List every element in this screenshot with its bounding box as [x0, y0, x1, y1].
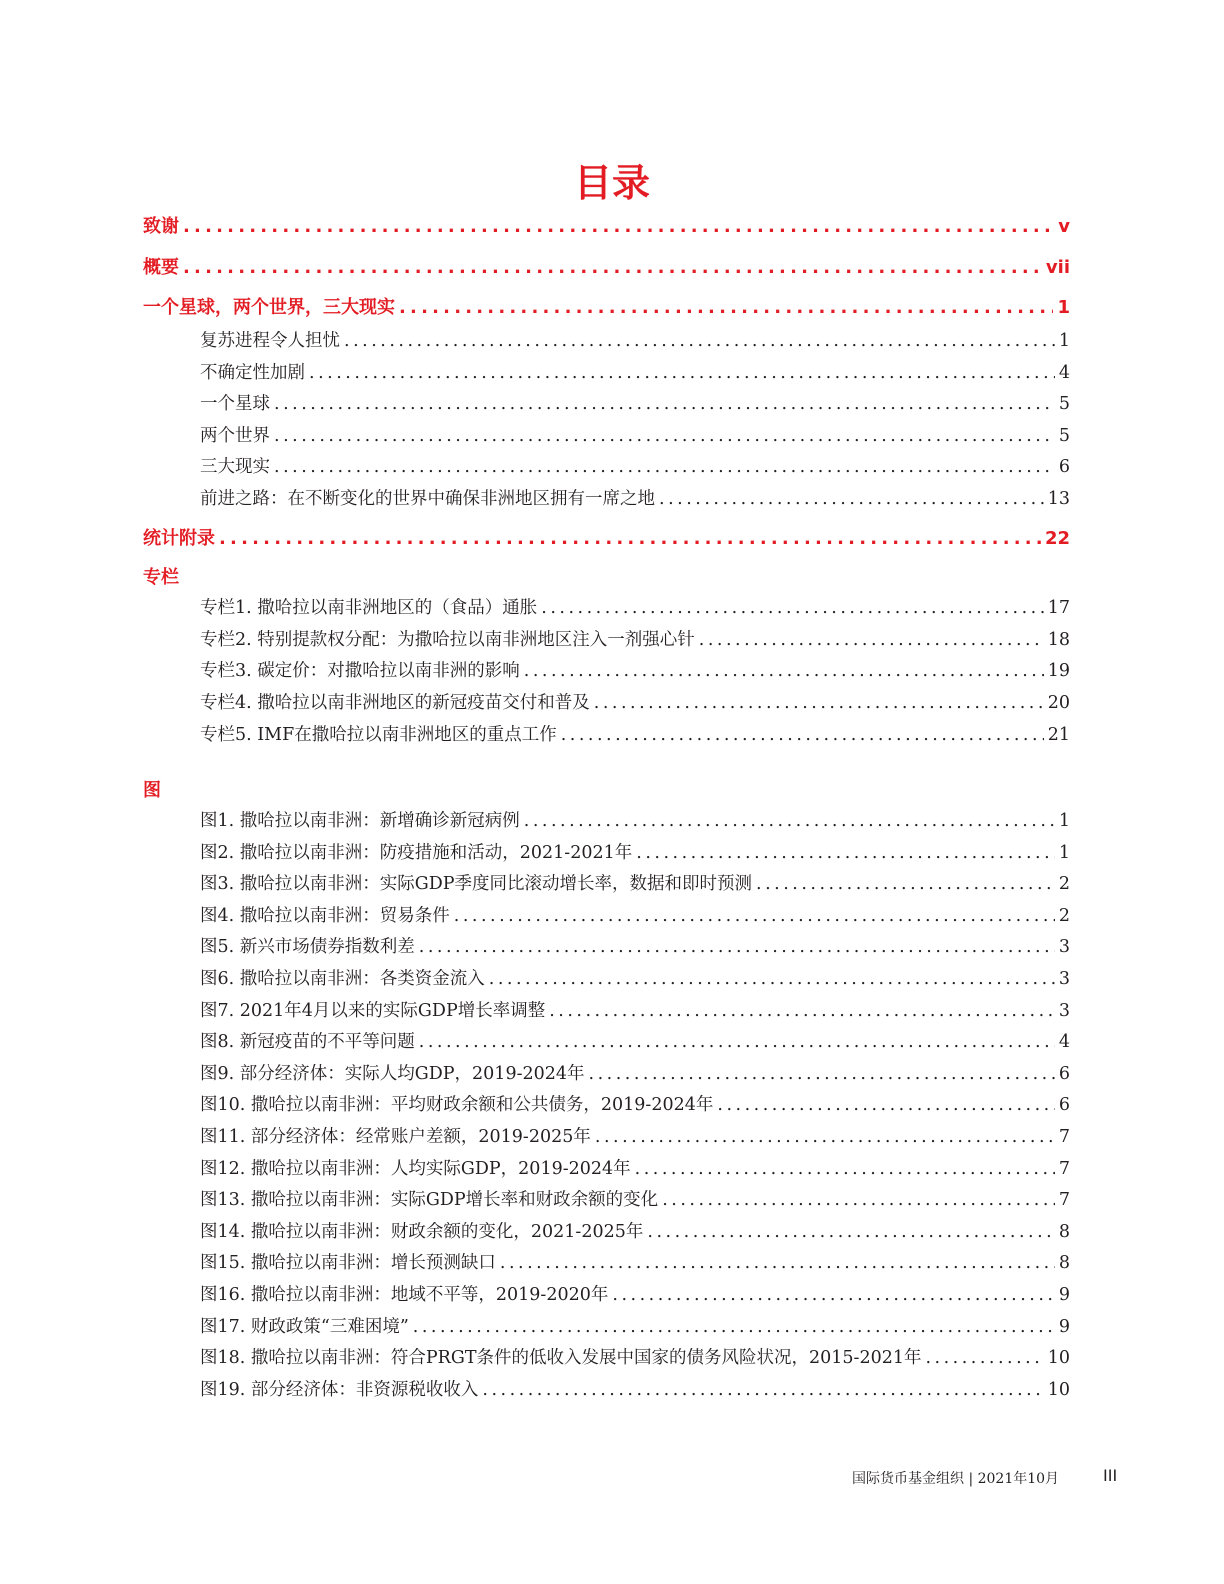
toc-entry-title: 不确定性加剧 — [200, 363, 305, 383]
toc-entry-title: 专栏4. 撒哈拉以南非洲地区的新冠疫苗交付和普及 — [200, 693, 590, 713]
toc-entry-title: 致谢 — [143, 216, 179, 237]
toc-entry-page: 1 — [1058, 843, 1070, 863]
toc-subentry[interactable] — [200, 422, 1070, 452]
toc-figure-entry[interactable] — [200, 1028, 1070, 1058]
dot-leader — [344, 331, 1055, 351]
dot-leader — [549, 1001, 1055, 1021]
dot-leader — [183, 216, 1054, 237]
toc-figure-entry[interactable] — [200, 1281, 1070, 1311]
toc-entry-page: 13 — [1047, 489, 1070, 509]
toc-box-entry[interactable] — [200, 626, 1070, 656]
dot-leader — [274, 457, 1055, 477]
toc-figure-entry[interactable] — [200, 1249, 1070, 1279]
toc-entry-title: 两个世界 — [200, 426, 270, 446]
toc-entry-page: 9 — [1058, 1317, 1070, 1337]
dot-leader — [419, 1032, 1055, 1052]
toc-entry-title: 图15. 撒哈拉以南非洲：增长预测缺口 — [200, 1253, 496, 1273]
toc-entry-title: 图5. 新兴市场债券指数利差 — [200, 937, 415, 957]
dot-leader — [482, 1380, 1043, 1400]
toc-entry-page: 2 — [1058, 906, 1070, 926]
toc-entry-page: 7 — [1058, 1127, 1070, 1147]
toc-subentry[interactable] — [200, 453, 1070, 483]
toc-entry-title: 图12. 撒哈拉以南非洲：人均实际GDP，2019-2024年 — [200, 1159, 631, 1179]
toc-figure-entry[interactable] — [200, 1155, 1070, 1185]
toc-entry-page: 22 — [1044, 528, 1070, 549]
toc-entry-title: 专栏2. 特别提款权分配：为撒哈拉以南非洲地区注入一剂强心针 — [200, 630, 695, 650]
toc-entry-summary[interactable] — [143, 253, 1070, 283]
toc-figure-entry[interactable] — [200, 1344, 1070, 1374]
toc-entry-title: 专栏1. 撒哈拉以南非洲地区的（食品）通胀 — [200, 598, 538, 618]
dot-leader — [699, 630, 1044, 650]
toc-entry-page: 6 — [1058, 1095, 1070, 1115]
toc-entry-appendix[interactable] — [143, 524, 1070, 554]
toc-entry-title: 专栏3. 碳定价：对撒哈拉以南非洲的影响 — [200, 661, 520, 681]
dot-leader — [595, 1127, 1055, 1147]
toc-entry-page: 6 — [1058, 457, 1070, 477]
toc-figure-entry[interactable] — [200, 933, 1070, 963]
dot-leader — [419, 937, 1055, 957]
toc-entry-title: 图10. 撒哈拉以南非洲：平均财政余额和公共债务，2019-2024年 — [200, 1095, 714, 1115]
toc-entry-title: 图13. 撒哈拉以南非洲：实际GDP增长率和财政余额的变化 — [200, 1190, 659, 1210]
dot-leader — [524, 811, 1055, 831]
toc-entry-title: 图9. 部分经济体：实际人均GDP，2019-2024年 — [200, 1064, 585, 1084]
toc-box-entry[interactable] — [200, 657, 1070, 687]
dot-leader — [274, 394, 1055, 414]
toc-entry-title: 图19. 部分经济体：非资源税收收入 — [200, 1380, 479, 1400]
dot-leader — [274, 426, 1055, 446]
dot-leader — [659, 489, 1044, 509]
toc-entry-page: 7 — [1058, 1159, 1070, 1179]
section-heading-figures: 图 — [143, 780, 161, 801]
toc-entry-chapter1[interactable] — [143, 293, 1070, 323]
toc-entry-page: 4 — [1058, 363, 1070, 383]
toc-subentry[interactable] — [200, 327, 1070, 357]
toc-entry-title: 图2. 撒哈拉以南非洲：防疫措施和活动，2021-2021年 — [200, 843, 633, 863]
dot-leader — [594, 693, 1044, 713]
toc-entry-title: 图1. 撒哈拉以南非洲：新增确诊新冠病例 — [200, 811, 520, 831]
dot-leader — [635, 1159, 1055, 1179]
toc-entry-title: 前进之路：在不断变化的世界中确保非洲地区拥有一席之地 — [200, 489, 655, 509]
toc-box-entry[interactable] — [200, 689, 1070, 719]
dot-leader — [413, 1317, 1055, 1337]
toc-entry-page: 4 — [1058, 1032, 1070, 1052]
toc-entry-page: 1 — [1057, 297, 1070, 318]
dot-leader — [399, 297, 1053, 318]
dot-leader — [219, 528, 1041, 549]
toc-entry-title: 一个星球 — [200, 394, 270, 414]
dot-leader — [636, 843, 1055, 863]
footer-publication: 国际货币基金组织 | 2021年10月 — [852, 1471, 1060, 1487]
toc-entry-page: vii — [1045, 257, 1070, 278]
dot-leader — [183, 257, 1042, 278]
dot-leader — [756, 874, 1055, 894]
toc-box-entry[interactable] — [200, 594, 1070, 624]
dot-leader — [309, 363, 1055, 383]
toc-entry-page: 10 — [1047, 1380, 1070, 1400]
dot-leader — [500, 1253, 1055, 1273]
toc-entry-page: 7 — [1058, 1190, 1070, 1210]
toc-entry-acknowledgements[interactable] — [143, 212, 1070, 242]
toc-subentry[interactable] — [200, 359, 1070, 389]
dot-leader — [541, 598, 1043, 618]
dot-leader — [717, 1095, 1054, 1115]
toc-figure-entry[interactable] — [200, 807, 1070, 837]
toc-entry-title: 三大现实 — [200, 457, 270, 477]
toc-entry-title: 图11. 部分经济体：经常账户差额，2019-2025年 — [200, 1127, 591, 1147]
toc-figure-entry[interactable] — [200, 839, 1070, 869]
toc-figure-entry[interactable] — [200, 1218, 1070, 1248]
toc-entry-page: 1 — [1058, 811, 1070, 831]
toc-entry-page: 8 — [1058, 1253, 1070, 1273]
toc-entry-page: 3 — [1058, 1001, 1070, 1021]
toc-entry-page: 8 — [1058, 1222, 1070, 1242]
toc-figure-entry[interactable] — [200, 870, 1070, 900]
toc-entry-title: 统计附录 — [143, 528, 215, 549]
toc-entry-title: 图8. 新冠疫苗的不平等问题 — [200, 1032, 415, 1052]
toc-entry-title: 复苏进程令人担忧 — [200, 331, 340, 351]
toc-entry-title: 图3. 撒哈拉以南非洲：实际GDP季度同比滚动增长率，数据和即时预测 — [200, 874, 753, 894]
toc-entry-page: 1 — [1058, 331, 1070, 351]
dot-leader — [589, 1064, 1055, 1084]
toc-figure-entry[interactable] — [200, 997, 1070, 1027]
toc-entry-page: 5 — [1058, 394, 1070, 414]
toc-figure-entry[interactable] — [200, 1091, 1070, 1121]
dot-leader — [454, 906, 1055, 926]
toc-entry-title: 图7. 2021年4月以来的实际GDP增长率调整 — [200, 1001, 546, 1021]
toc-entry-title: 图17. 财政政策“三难困境” — [200, 1317, 409, 1337]
toc-entry-title: 图4. 撒哈拉以南非洲：贸易条件 — [200, 906, 450, 926]
toc-figure-entry[interactable] — [200, 965, 1070, 995]
toc-entry-page: 20 — [1047, 693, 1070, 713]
page-title: 目录 — [573, 161, 650, 205]
dot-leader — [489, 969, 1055, 989]
toc-figure-entry[interactable] — [200, 1060, 1070, 1090]
dot-leader — [647, 1222, 1054, 1242]
dot-leader — [925, 1348, 1043, 1368]
dot-leader — [612, 1285, 1054, 1305]
toc-entry-title: 图16. 撒哈拉以南非洲：地域不平等，2019-2020年 — [200, 1285, 609, 1305]
dot-leader — [524, 661, 1044, 681]
toc-entry-title: 概要 — [143, 257, 179, 278]
toc-entry-page: 3 — [1058, 937, 1070, 957]
toc-entry-page: 17 — [1047, 598, 1070, 618]
page-number: III — [1103, 1466, 1118, 1485]
toc-figure-entry[interactable] — [200, 902, 1070, 932]
toc-subentry[interactable] — [200, 485, 1070, 515]
toc-entry-page: 21 — [1047, 725, 1070, 745]
dot-leader — [561, 725, 1044, 745]
toc-entry-page: 5 — [1058, 426, 1070, 446]
toc-entry-title: 专栏5. IMF在撒哈拉以南非洲地区的重点工作 — [200, 725, 557, 745]
toc-box-entry[interactable] — [200, 721, 1070, 751]
toc-subentry[interactable] — [200, 390, 1070, 420]
section-heading-boxes: 专栏 — [143, 567, 179, 588]
toc-entry-page: 10 — [1047, 1348, 1070, 1368]
dot-leader — [662, 1190, 1055, 1210]
toc-entry-page: 6 — [1058, 1064, 1070, 1084]
toc-figure-entry[interactable] — [200, 1313, 1070, 1343]
toc-entry-page: 18 — [1047, 630, 1070, 650]
toc-entry-title: 图18. 撒哈拉以南非洲：符合PRGT条件的低收入发展中国家的债务风险状况，2015-2021年 — [200, 1348, 922, 1368]
toc-figure-entry[interactable] — [200, 1186, 1070, 1216]
toc-entry-page: 9 — [1058, 1285, 1070, 1305]
toc-entry-title: 一个星球，两个世界，三大现实 — [143, 297, 395, 318]
toc-figure-entry[interactable] — [200, 1376, 1070, 1406]
toc-entry-page: 3 — [1058, 969, 1070, 989]
toc-entry-page: 19 — [1047, 661, 1070, 681]
toc-entry-page: v — [1058, 216, 1070, 237]
toc-entry-title: 图6. 撒哈拉以南非洲：各类资金流入 — [200, 969, 485, 989]
toc-entry-title: 图14. 撒哈拉以南非洲：财政余额的变化，2021-2025年 — [200, 1222, 644, 1242]
toc-figure-entry[interactable] — [200, 1123, 1070, 1153]
toc-entry-page: 2 — [1058, 874, 1070, 894]
